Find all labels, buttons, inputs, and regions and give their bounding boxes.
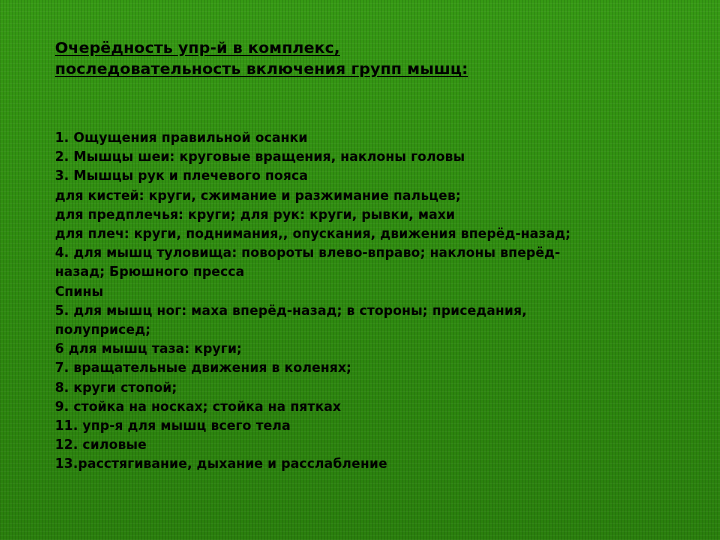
- list-item: 1. Ощущения правильной осанки: [55, 131, 308, 146]
- list-item: для предплечья: круги; для рук: круги, рывки, махи: [55, 207, 456, 223]
- list-item: 2. Мышцы шеи: круговые вращения, наклоны головы: [55, 150, 465, 166]
- list-item: 9. стойка на носках; стойка на пятках: [55, 399, 342, 415]
- list-item: 6 для мышц таза: круги;: [55, 342, 242, 358]
- slide-title-line-1: Очерёдность упр-й в комплекс,: [55, 39, 340, 57]
- list-item: полуприсед;: [55, 323, 151, 339]
- list-item: 12. силовые: [55, 438, 147, 454]
- list-item: для кистей: круги, сжимание и разжимание пальцев;: [55, 188, 461, 204]
- list-item: для плеч: круги, поднимания,, опускания, движения вперёд-назад;: [55, 227, 571, 243]
- slide-title-line-2: последовательность включения групп мышц:: [55, 60, 468, 78]
- slide-title: [55, 38, 675, 80]
- list-item: 13.расстягивание, дыхание и расслабление: [55, 457, 388, 473]
- list-item: 3. Мышцы рук и плечевого пояса: [55, 169, 308, 185]
- list-item: 5. для мышц ног: маха вперёд-назад; в стороны; приседания,: [55, 303, 527, 319]
- list-item: 7. вращательные движения в коленях;: [55, 361, 352, 377]
- list-item: Спины: [55, 284, 104, 300]
- list-item: 8. круги стопой;: [55, 380, 177, 396]
- list-item: 11. упр-я для мышц всего тела: [55, 419, 291, 435]
- list-item: 4. для мышц туловища: повороты влево-вправо; наклоны вперёд-: [55, 246, 561, 262]
- list-item: назад; Брюшного пресса: [55, 265, 245, 281]
- exercise-order-list: [55, 129, 695, 475]
